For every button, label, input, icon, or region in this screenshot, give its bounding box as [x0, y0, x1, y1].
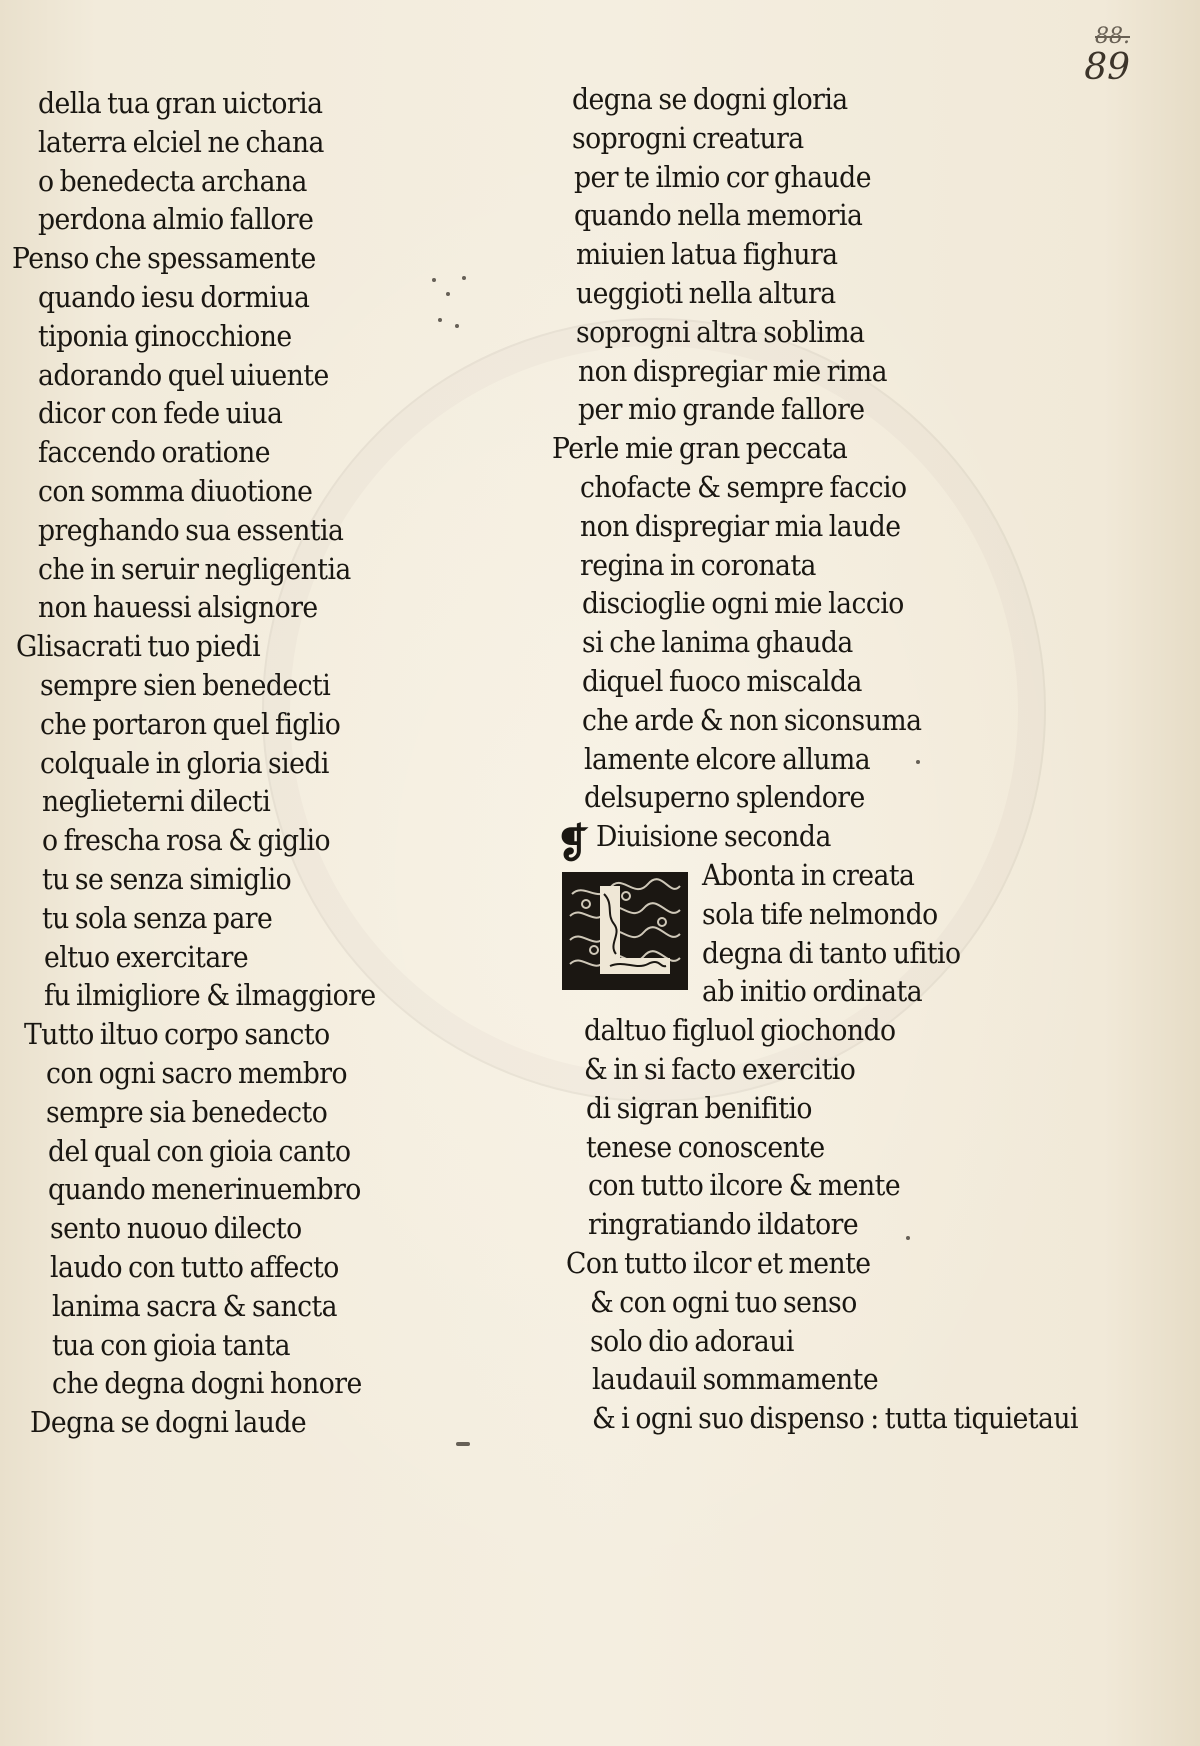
verse-line: con tutto ilcore & mente [588, 1168, 901, 1202]
verse-line: solo dio adoraui [590, 1324, 794, 1358]
folio-number [1084, 26, 1130, 86]
verse-line: del qual con gioia canto [48, 1134, 351, 1168]
verse-line: & in si facto exercitio [584, 1052, 856, 1086]
verse-line: tiponia ginocchione [38, 319, 292, 353]
paragraph-mark-icon: ❡ [556, 820, 590, 867]
verse-line: delsuperno splendore [584, 780, 865, 814]
verse-line: Degna se dogni laude [30, 1405, 307, 1439]
verse-line: che arde & non siconsuma [582, 703, 922, 737]
verse-line: di sigran benifitio [586, 1091, 812, 1125]
verse-line: o benedecta archana [38, 164, 307, 198]
verse-line: laterra elciel ne chana [38, 125, 324, 159]
verse-line: Con tutto ilcor et mente [566, 1246, 871, 1280]
verse-line: con somma diuotione [38, 474, 313, 508]
verse-line: daltuo figluol giochondo [584, 1013, 896, 1047]
verse-line: & i ogni suo dispenso : tutta tiquietaui [592, 1401, 1079, 1435]
verse-line: sempre sia benedecto [46, 1095, 328, 1129]
verse-line: per te ilmio cor ghaude [574, 160, 871, 194]
verse-line: Perle mie gran peccata [552, 431, 848, 465]
verse-line: soprogni creatura [572, 121, 804, 155]
verse-line: che in seruir negligentia [38, 552, 351, 586]
verse-line: lanima sacra & sancta [52, 1289, 337, 1323]
verse-line: fu ilmigliore & ilmaggiore [44, 978, 376, 1012]
verse-line: quando iesu dormiua [38, 280, 310, 314]
verse-line: sempre sien benedecti [40, 668, 331, 702]
verse-line: Abonta in creata [702, 858, 915, 892]
verse-line: preghando sua essentia [38, 513, 344, 547]
verse-line: diquel fuoco miscalda [582, 664, 862, 698]
verse-line: tu sola senza pare [42, 901, 273, 935]
verse-line: eltuo exercitare [44, 940, 249, 974]
verse-line: non hauessi alsignore [38, 590, 318, 624]
verse-line: Diuisione seconda [596, 819, 831, 853]
verse-line: che portaron quel figlio [40, 707, 341, 741]
verse-line: Tutto iltuo corpo sancto [24, 1017, 330, 1051]
verse-line: ringratiando ildatore [588, 1207, 859, 1241]
verse-line: non dispregiar mia laude [580, 509, 901, 543]
verse-line: adorando quel uiuente [38, 358, 329, 392]
decorated-initial-l [562, 872, 688, 990]
verse-line: sola tife nelmondo [702, 897, 938, 931]
verse-line: neglieterni dilecti [42, 784, 271, 818]
verse-line: che degna dogni honore [52, 1366, 362, 1400]
verse-line: quando menerinuembro [48, 1172, 361, 1206]
verse-line: Glisacrati tuo piedi [16, 629, 261, 663]
verse-line: per mio grande fallore [578, 392, 865, 426]
verse-line: regina in coronata [580, 548, 816, 582]
verse-line: laudo con tutto affecto [50, 1250, 339, 1284]
verse-line: Penso che spessamente [12, 241, 316, 275]
folio-new-number: 89 [1084, 47, 1130, 88]
verse-line: soprogni altra soblima [576, 315, 865, 349]
verse-line: si che lanima ghauda [582, 625, 853, 659]
verse-line: chofacte & sempre faccio [580, 470, 907, 504]
verse-line: laudauil sommamente [592, 1362, 879, 1396]
verse-line: colquale in gloria siedi [40, 746, 329, 780]
verse-line: degna di tanto ufitio [702, 936, 961, 970]
verse-line: perdona almio fallore [38, 202, 314, 236]
verse-line: sento nuouo dilecto [50, 1211, 302, 1245]
verse-line: non dispregiar mie rima [578, 354, 887, 388]
verse-line: quando nella memoria [574, 198, 863, 232]
verse-line: lamente elcore alluma [584, 742, 871, 776]
verse-line: tua con gioia tanta [52, 1328, 290, 1362]
verse-line: della tua gran uictoria [38, 86, 323, 120]
verse-line: o frescha rosa & giglio [42, 823, 331, 857]
verse-line: dicor con fede uiua [38, 396, 283, 430]
folio-old-number: 88. [1095, 24, 1130, 49]
verse-line: & con ogni tuo senso [590, 1285, 857, 1319]
verse-line: con ogni sacro membro [46, 1056, 348, 1090]
verse-line: degna se dogni gloria [572, 82, 848, 116]
verse-line: tu se senza simiglio [42, 862, 292, 896]
verse-line: miuien latua fighura [576, 237, 838, 271]
verse-line: ab initio ordinata [702, 974, 923, 1008]
verse-line: ueggioti nella altura [576, 276, 836, 310]
verse-line: faccendo oratione [38, 435, 271, 469]
verse-line: discioglie ogni mie laccio [582, 586, 904, 620]
verse-line: tenese conoscente [586, 1130, 825, 1164]
